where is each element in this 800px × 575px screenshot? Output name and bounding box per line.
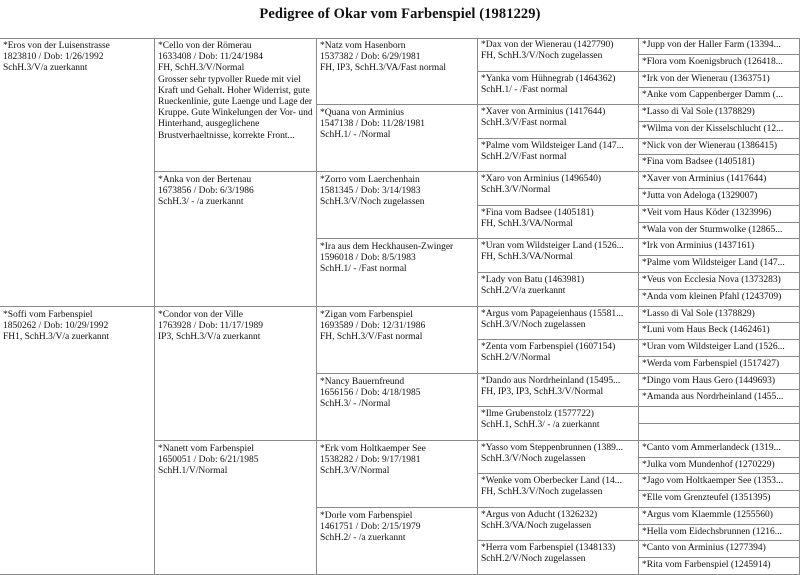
dog-titles: SchH.1/ - /Fast normal xyxy=(481,85,568,96)
gen5-ancestor-cell xyxy=(639,105,800,122)
gen5-ancestor-cell xyxy=(639,558,800,575)
great-grandparent-cell xyxy=(317,172,478,239)
dog-titles: FH, SchH.3/V/Noch zugelassen xyxy=(481,487,603,498)
gen4-ancestor-cell xyxy=(478,541,639,575)
dog-registration: 1823810 / Dob: 1/26/1992 xyxy=(3,52,104,63)
dog-registration: 1693589 / Dob: 12/31/1986 xyxy=(320,321,426,332)
dog-name: *Ilme Grubenstolz (1577722) xyxy=(481,409,594,419)
dog-name: *Yasso vom Steppenbrunnen (1389... xyxy=(481,443,624,453)
dog-name: *Argus vom Klaemmle (1255560) xyxy=(642,510,773,520)
gen5-ancestor-cell xyxy=(639,55,800,72)
dog-registration: 1461751 / Dob: 2/15/1979 xyxy=(320,522,421,533)
gen5-ancestor-cell xyxy=(639,541,800,558)
dog-registration: 1850262 / Dob: 10/29/1992 xyxy=(3,321,109,332)
dog-registration: 1656156 / Dob: 4/18/1985 xyxy=(320,388,421,399)
gen5-ancestor-cell xyxy=(639,491,800,508)
dog-name: *Wilma von der Kisselschlucht (12... xyxy=(642,124,784,134)
dog-name: *Elle vom Grenzteufel (1351395) xyxy=(642,493,771,503)
gen4-ancestor-cell xyxy=(478,508,639,541)
gen4-ancestor-cell xyxy=(478,206,639,239)
dog-name: *Flora vom Koenigsbruch (126418... xyxy=(642,57,783,67)
dog-registration: 1673856 / Dob: 6/3/1986 xyxy=(158,186,254,197)
dog-titles: SchH.3/V/Noch zugelassen xyxy=(481,320,586,331)
dog-name: *Wala von der Sturmwolke (12865... xyxy=(642,225,783,235)
gen4-ancestor-cell xyxy=(478,105,639,139)
dog-name: *Argus von Aducht (1326232) xyxy=(481,510,598,520)
dog-name: *Herra vom Farbenspiel (1348133) xyxy=(481,543,616,553)
dog-titles: SchH.3/V/Normal xyxy=(320,466,390,477)
gen5-ancestor-cell xyxy=(639,525,800,541)
gen5-ancestor-cell xyxy=(639,72,800,88)
gen4-ancestor-cell xyxy=(478,273,639,307)
gen5-ancestor-cell xyxy=(639,273,800,290)
dog-name: *Anka von der Bertenau xyxy=(158,175,252,185)
dog-name: *Irk von der Wienerau (1363751) xyxy=(642,74,770,84)
dog-name: *Dax von der Wienerau (1427790) xyxy=(481,40,614,50)
dog-name: *Quana von Arminius xyxy=(320,108,404,118)
dog-registration: 1537382 / Dob: 6/29/1981 xyxy=(320,52,421,63)
dog-titles: SchH.1/ - /Normal xyxy=(320,130,391,141)
dog-titles: IP3, SchH.3/V/a zuerkannt xyxy=(158,332,261,343)
dog-titles: SchH.1/ - /Fast normal xyxy=(320,264,407,275)
dog-name: *Fina vom Badsee (1405181) xyxy=(642,157,755,167)
dog-name: *Anda vom kleinen Pfahl (1243709) xyxy=(642,292,782,302)
gen5-ancestor-cell xyxy=(639,508,800,525)
gen5-ancestor-cell xyxy=(639,290,800,307)
gen5-ancestor-cell xyxy=(639,357,800,374)
dog-titles: SchH.3/V/Noch zugelassen xyxy=(320,197,425,208)
gen5-ancestor-cell xyxy=(639,407,800,424)
gen5-ancestor-cell xyxy=(639,206,800,223)
dog-name: *Jupp von der Haller Farm (13394... xyxy=(642,40,781,50)
grandparent-cell xyxy=(155,307,317,441)
great-grandparent-cell xyxy=(317,239,478,307)
dog-name: *Lady von Batu (1463981) xyxy=(481,275,585,285)
dog-name: *Nancy Bauernfreund xyxy=(320,377,405,387)
dog-registration: 1633408 / Dob: 11/24/1984 xyxy=(158,52,263,63)
gen5-ancestor-cell xyxy=(639,223,800,239)
dog-name: *Condor von der Ville xyxy=(158,310,244,320)
dog-name: *Irk von Arminius (1437161) xyxy=(642,241,755,251)
dog-titles: FH, SchH.3/VA/Normal xyxy=(481,219,573,230)
dog-titles: SchH.3/ - /a zuerkannt xyxy=(158,197,244,208)
sire-dam-cell xyxy=(0,307,155,575)
gen4-ancestor-cell xyxy=(478,374,639,407)
dog-titles: SchH.2/V/Noch zugelassen xyxy=(481,554,586,565)
great-grandparent-cell xyxy=(317,307,478,374)
dog-titles: SchH.3/V/Noch zugelassen xyxy=(481,454,586,465)
dog-name: *Yanka vom Hühnegrab (1464362) xyxy=(481,74,616,84)
grandparent-cell xyxy=(155,441,317,575)
great-grandparent-cell xyxy=(317,105,478,172)
gen5-ancestor-cell xyxy=(639,38,800,55)
dog-name: *Zenta vom Farbenspiel (1607154) xyxy=(481,342,616,352)
gen5-ancestor-cell xyxy=(639,139,800,155)
gen4-ancestor-cell xyxy=(478,307,639,340)
dog-titles: SchH.3/V/a zuerkannt xyxy=(3,63,88,74)
gen5-ancestor-cell xyxy=(639,323,800,340)
dog-name: *Soffi vom Farbenspiel xyxy=(3,310,93,320)
dog-name: *Fina vom Badsee (1405181) xyxy=(481,208,594,218)
dog-name: *Dando aus Nordrheinland (15495... xyxy=(481,376,621,386)
page-title: Pedigree of Okar vom Farbenspiel (1981229) xyxy=(259,6,541,22)
dog-name: *Dorle vom Farbenspiel xyxy=(320,511,413,521)
dog-name: *Veus von Ecclesia Nova (1373283) xyxy=(642,275,781,285)
dog-name: *Jutta von Adeloga (1329007) xyxy=(642,191,758,201)
gen4-ancestor-cell xyxy=(478,139,639,172)
dog-name: *Natz vom Hasenborn xyxy=(320,41,406,51)
dog-name: *Ira aus dem Heckhausen-Zwinger xyxy=(320,242,454,252)
dog-name: *Rita vom Farbenspiel (1245914) xyxy=(642,560,771,570)
dog-titles: SchH.2/V/Normal xyxy=(481,353,551,364)
dog-name: *Palme vom Wildsteiger Land (147... xyxy=(481,141,624,151)
gen4-ancestor-cell xyxy=(478,72,639,105)
dog-name: *Lasso di Val Sole (1378829) xyxy=(642,107,755,117)
dog-name: *Amanda aus Nordrheinland (1455... xyxy=(642,392,784,402)
dog-name: *Werda vom Farbenspiel (1517427) xyxy=(642,359,780,369)
dog-name: *Veit vom Haus Köder (1323996) xyxy=(642,208,772,218)
gen5-ancestor-cell xyxy=(639,172,800,189)
dog-name: *Zigan vom Farbenspiel xyxy=(320,310,413,320)
dog-titles: SchH.2/V/a zuerkannt xyxy=(481,286,566,297)
gen5-ancestor-cell xyxy=(639,307,800,323)
great-grandparent-cell xyxy=(317,38,478,105)
gen5-ancestor-cell xyxy=(639,189,800,206)
gen5-ancestor-cell xyxy=(639,155,800,172)
dog-name: *Palme vom Wildsteiger Land (147... xyxy=(642,258,785,268)
dog-registration: 1763928 / Dob: 11/17/1989 xyxy=(158,321,263,332)
dog-name: *Cello von der Römerau xyxy=(158,41,252,51)
gen5-ancestor-cell xyxy=(639,88,800,105)
dog-name: *Anke vom Cappenberger Damm (... xyxy=(642,90,783,100)
dog-titles: SchH.3/V/Fast normal xyxy=(481,118,567,129)
dog-name: *Eros von der Luisenstrasse xyxy=(3,41,110,51)
dog-name: *Xaro von Arminius (1496540) xyxy=(481,174,602,184)
sire-dam-cell xyxy=(0,38,155,307)
dog-name: *Xaver von Arminius (1417644) xyxy=(642,174,767,184)
great-grandparent-cell xyxy=(317,374,478,441)
gen4-ancestor-cell xyxy=(478,340,639,374)
gen5-ancestor-cell xyxy=(639,441,800,458)
grandparent-cell xyxy=(155,38,317,172)
dog-titles: FH, IP3, SchH.3/VA/Fast normal xyxy=(320,63,446,74)
gen4-ancestor-cell xyxy=(478,407,639,441)
dog-name: *Dingo vom Haus Gero (1449693) xyxy=(642,376,775,386)
dog-name: *Hella vom Eidechsbrunnen (1216... xyxy=(642,527,782,537)
dog-name: *Jago vom Holtkaemper See (1353... xyxy=(642,476,784,486)
dog-name: *Canto vom Ammerlandeck (1319... xyxy=(642,443,781,453)
dog-titles: FH, SchH.3/V/Noch zugelassen xyxy=(481,51,603,62)
dog-name: *Zorro vom Laerchenhain xyxy=(320,175,420,185)
gen5-ancestor-cell xyxy=(639,239,800,256)
dog-name: *Nanett vom Farbenspiel xyxy=(158,444,255,454)
gen5-ancestor-cell xyxy=(639,474,800,491)
dog-name: *Erk vom Holtkaemper See xyxy=(320,444,426,454)
dog-titles: FH1, SchH.3/V/a zuerkannt xyxy=(3,332,110,343)
gen4-ancestor-cell xyxy=(478,172,639,206)
dog-titles: SchH.2/V/Fast normal xyxy=(481,152,567,163)
dog-name: *Uran vom Wildsteiger Land (1526... xyxy=(481,241,624,251)
dog-titles: SchH.3/ - /Normal xyxy=(320,399,391,410)
dog-titles: FH, SchH.3/V/Normal xyxy=(158,63,245,74)
great-grandparent-cell xyxy=(317,508,478,575)
dog-titles: SchH.3/VA/Noch zugelassen xyxy=(481,521,592,532)
dog-name: *Uran vom Wildsteiger Land (1526... xyxy=(642,342,785,352)
gen4-ancestor-cell xyxy=(478,38,639,72)
dog-titles: SchH.1, SchH.3/ - /a zuerkannt xyxy=(481,420,600,431)
gen5-ancestor-cell xyxy=(639,256,800,273)
dog-titles: SchH.1/V/Normal xyxy=(158,466,228,477)
dog-notes: Grosser sehr typvoller Ruede mit viel Kraft und Gehalt. Hoher Widerrist, gute Rueckenlinie, gute Laenge und Lage der Kruppe. Gute Winkelungen der Vor- und Hinterhand, ausgeglichene Brustverhaeltnisse, korrekte Front... xyxy=(158,74,313,141)
dog-registration: 1547138 / Dob: 11/28/1981 xyxy=(320,119,425,130)
dog-name: *Xaver von Arminius (1417644) xyxy=(481,107,606,117)
dog-name: *Nick von der Wienerau (1386415) xyxy=(642,141,778,151)
gen5-ancestor-cell xyxy=(639,122,800,139)
dog-name: *Luni vom Haus Beck (1462461) xyxy=(642,325,770,335)
gen5-ancestor-cell xyxy=(639,340,800,357)
gen4-ancestor-cell xyxy=(478,239,639,273)
dog-titles: FH, SchH.3/VA/Normal xyxy=(481,252,573,263)
dog-name: *Canto von Arminius (1277394) xyxy=(642,543,766,553)
gen5-ancestor-cell xyxy=(639,424,800,441)
pedigree-table xyxy=(0,38,800,575)
dog-titles: FH, SchH.3/V/Fast normal xyxy=(320,332,423,343)
dog-registration: 1650051 / Dob: 6/21/1985 xyxy=(158,455,259,466)
grandparent-cell xyxy=(155,172,317,307)
dog-name: *Julka vom Mundenhof (1270229) xyxy=(642,460,775,470)
dog-name: *Wenke vom Oberbecker Land (14... xyxy=(481,476,622,486)
dog-titles: SchH.3/V/Normal xyxy=(481,185,551,196)
dog-name: *Argus vom Papageienhaus (15581... xyxy=(481,309,624,319)
dog-registration: 1538282 / Dob: 9/17/1981 xyxy=(320,455,421,466)
gen4-ancestor-cell xyxy=(478,441,639,474)
gen5-ancestor-cell xyxy=(639,458,800,474)
dog-registration: 1596018 / Dob: 8/5/1983 xyxy=(320,253,416,264)
dog-titles: SchH.2/ - /a zuerkannt xyxy=(320,533,406,544)
dog-titles: FH, IP3, IP3, SchH.3/V/Normal xyxy=(481,387,604,398)
gen5-ancestor-cell xyxy=(639,390,800,407)
dog-registration: 1581345 / Dob: 3/14/1983 xyxy=(320,186,421,197)
dog-name: *Lasso di Val Sole (1378829) xyxy=(642,309,755,319)
gen5-ancestor-cell xyxy=(639,374,800,390)
great-grandparent-cell xyxy=(317,441,478,508)
gen4-ancestor-cell xyxy=(478,474,639,508)
